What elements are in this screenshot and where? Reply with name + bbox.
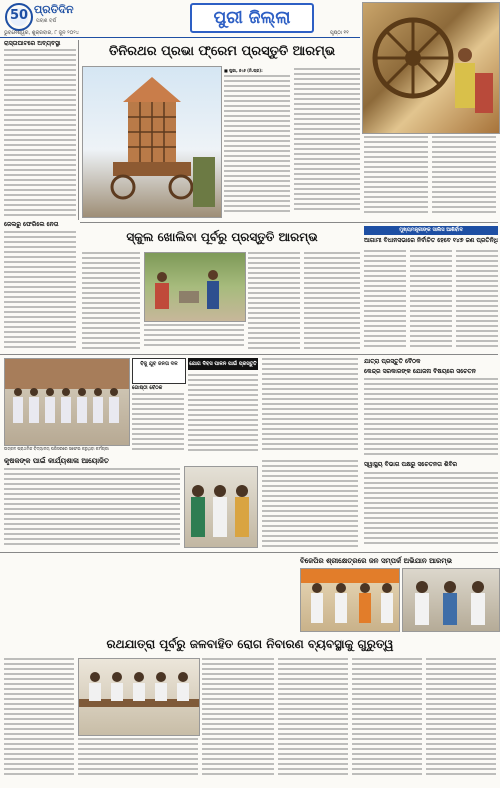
box-2-label: ଯାତ୍ରା ପ୍ରସ୍ତୁତି ବୈଠକ bbox=[364, 358, 421, 365]
logo-number: 50 bbox=[9, 8, 29, 23]
bottom-text-col5 bbox=[426, 658, 496, 780]
box-2-title: ଯୋଗ ଦିବସ ପାଳନ ପାଇଁ ପ୍ରସ୍ତୁତି bbox=[189, 361, 257, 367]
right-mid-text-col3 bbox=[456, 250, 498, 350]
main-text-col1 bbox=[224, 75, 290, 217]
box-1-title: ବିଜୁ ଯୁବ ଜନତା ଦଳ bbox=[140, 361, 178, 367]
right-band bbox=[364, 226, 498, 235]
dateline: ଭୁବନେଶ୍ୱର, ଶୁକ୍ରବାର, ୮ ଜୁନ ୨୦୨୪ bbox=[4, 30, 79, 36]
right-top-text-col2 bbox=[432, 136, 496, 220]
right-lower-text bbox=[364, 472, 498, 548]
masthead-rule bbox=[0, 37, 360, 38]
mid-rule bbox=[0, 354, 498, 355]
box-1 bbox=[132, 358, 186, 384]
photo-caption-1: ଉତ୍କଳ ପ୍ରାଥମିକ ବିଦ୍ୟାଳୟ ପରିସରରେ ସଫେଇ କରୁଥିବା କର୍ମଚାରୀ bbox=[4, 446, 109, 451]
second-headline: ସ୍କୁଲ ଖୋଲିବା ପୂର୍ବରୁ ପ୍ରସ୍ତୁତି ଆରମ୍ଭ bbox=[126, 230, 318, 244]
left-column-rule bbox=[78, 40, 79, 220]
paper-name: ପ୍ରତିଦିନ bbox=[34, 3, 74, 16]
right-mid-headline: କେନ୍ଦ୍ର ସରକାରଙ୍କ ଯୋଜନା ବିଷୟରେ ସଚେତନ bbox=[364, 368, 476, 375]
bottom-text-col3 bbox=[278, 658, 348, 780]
left-top-headline: ରାସ୍ତାଘାଟରେ ଅବ୍ୟବସ୍ଥା bbox=[4, 40, 61, 47]
box-2 bbox=[188, 358, 258, 370]
section-header-box bbox=[190, 3, 314, 33]
right-band-title: ମୁଖ୍ୟମନ୍ତ୍ରୀଙ୍କ ସାଲିସ ଆଶିର୍ବାଦ bbox=[399, 227, 463, 233]
health-meeting-photo bbox=[78, 658, 200, 736]
officials-photo bbox=[184, 466, 258, 548]
lower-rule bbox=[0, 552, 498, 553]
main-headline: ତିନିରଥର ପ୍ରଭା ଫ୍ରେମ ପ୍ରସ୍ତୁତି ଆରମ୍ଭ bbox=[108, 44, 336, 59]
left-lower-text bbox=[4, 468, 180, 548]
anniversary-logo bbox=[4, 2, 34, 32]
campaign-photo-1 bbox=[300, 568, 400, 632]
chariot-frame-photo bbox=[82, 66, 222, 218]
top-section-rule bbox=[80, 222, 498, 223]
lower-mid-text bbox=[262, 460, 358, 550]
bottom-text-col1 bbox=[4, 658, 74, 780]
right-lower-headline: ସ୍ୱାସ୍ଥ୍ୟ ବିଭାଗ ପକ୍ଷରୁ ସଚେତନତା ଶିବିର bbox=[364, 461, 458, 468]
right-top-text-col1 bbox=[364, 136, 428, 220]
right-second-headline: ଆଗାମୀ ବିଧାନସଭାରେ ନିର୍ବାଚିତ ହେବେ ୧୪୭ ଜଣ ପ୍ରତିନିଧି bbox=[364, 237, 498, 244]
main-dateline: ■ ପୁରୀ, ୭।୬ (ନି.ପ୍ର): bbox=[224, 68, 263, 73]
small-story-2-text bbox=[188, 374, 258, 454]
bottom-text-under-photo bbox=[78, 738, 198, 780]
bottom-text-col4 bbox=[352, 658, 422, 780]
meeting-photo bbox=[4, 358, 130, 446]
main-text-col2 bbox=[294, 68, 360, 218]
bottom-headline: ରଥଯାତ୍ରା ପୂର୍ବରୁ ଜଳବାହିତ ରୋଗ ନିବାରଣ ବ୍ୟବସ୍ଥାକୁ ଗୁରୁତ୍ୱ bbox=[106, 637, 394, 651]
small-story-1-text bbox=[132, 393, 184, 453]
second-text-col1 bbox=[82, 252, 140, 352]
left-lower-headline: କୃଷକଙ୍କ ପାଇଁ କାର୍ଯ୍ୟଶାଳା ଆୟୋଜିତ bbox=[4, 457, 109, 465]
small-story-3-text bbox=[262, 358, 358, 454]
page-number: ପୃଷ୍ଠା ୧୧ bbox=[330, 30, 349, 36]
campaign-photo-2 bbox=[402, 568, 500, 632]
second-text-under-photo bbox=[144, 324, 244, 352]
right-mid-text-col1 bbox=[364, 250, 406, 350]
school-cleaning-photo bbox=[144, 252, 246, 322]
left-mid-headline: ଜେଲରୁ ଫେରିଲେ ନେତା bbox=[4, 221, 59, 228]
right-mid-text-col2 bbox=[410, 250, 452, 350]
chariot-wheel-photo bbox=[362, 2, 500, 134]
small-headline-1: ଗୋଷ୍ଠୀ ବୈଠକ bbox=[132, 385, 163, 391]
right-strip-headline: ବିଜେପିର ଶ୍ରୀକ୍ଷେତ୍ରରେ ଜନ ସମ୍ପର୍କ ଅଭିଯାନ ଆରମ୍ଭ bbox=[300, 557, 452, 565]
bottom-text-col2 bbox=[202, 658, 274, 780]
second-text-col3 bbox=[304, 252, 360, 352]
tagline: ପଚାଶ ବର୍ଷ bbox=[36, 18, 57, 24]
second-text-col2 bbox=[248, 252, 300, 352]
section-title: ପୁରୀ ଜିଲ୍ଲା bbox=[213, 8, 291, 28]
right-mid-story-text bbox=[364, 378, 498, 458]
left-top-text bbox=[4, 49, 76, 219]
left-mid-text bbox=[4, 231, 76, 351]
